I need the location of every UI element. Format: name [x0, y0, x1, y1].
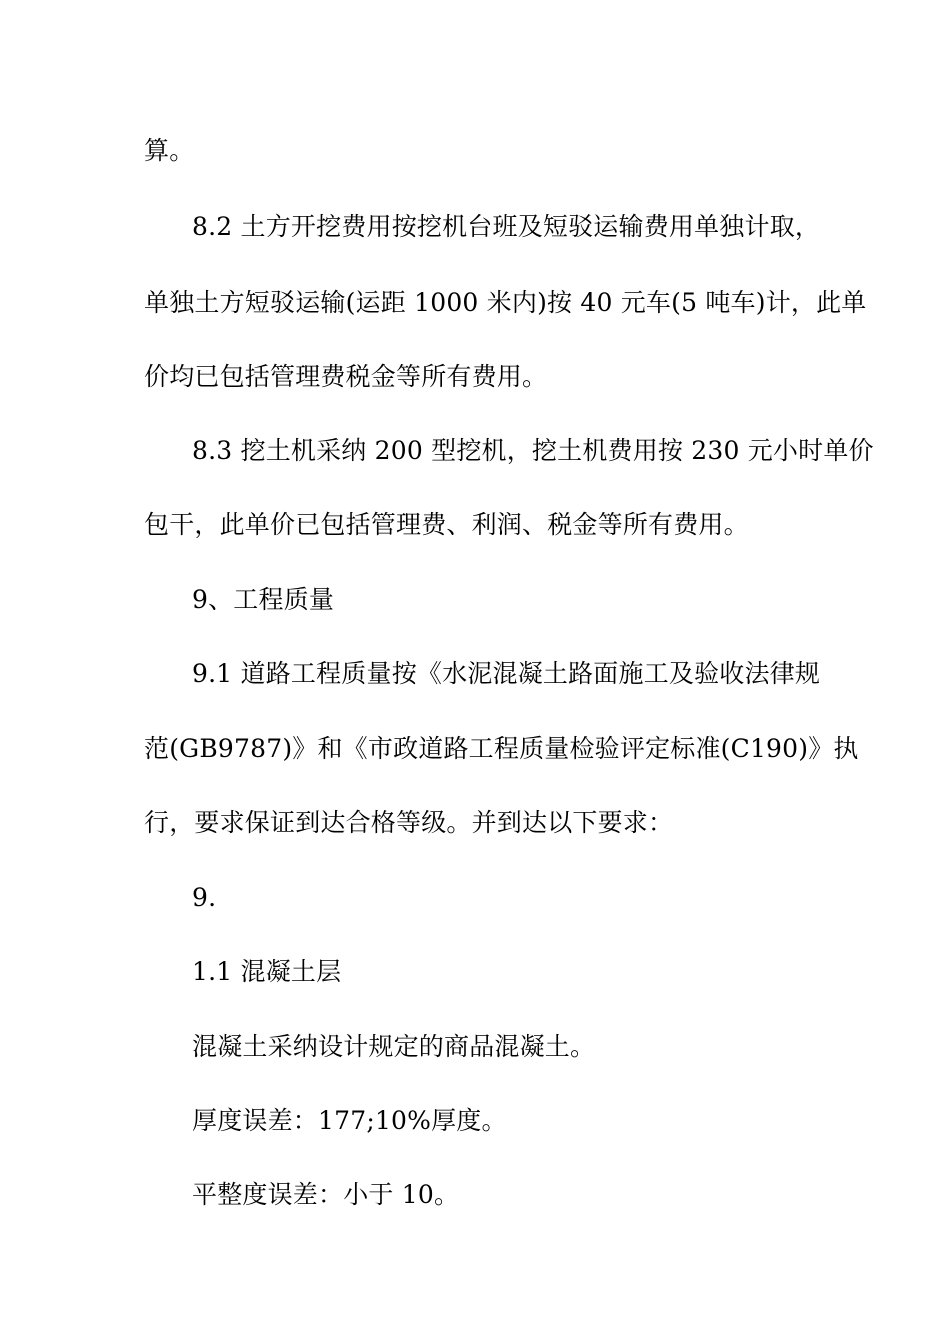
- text-line: 单独土方短驳运输(运距 1000 米内)按 40 元车(5 吨车)计，此单: [144, 288, 867, 317]
- text-line: 价均已包括管理费税金等所有费用。: [144, 362, 548, 391]
- subsection-heading: 1.1 混凝土层: [192, 957, 342, 986]
- paragraph-9-1: 9.1 道路工程质量按《水泥混凝土路面施工及验收法律规: [192, 659, 821, 688]
- text-line: 平整度误差：小于 10。: [192, 1180, 460, 1209]
- text-line: 范(GB9787)》和《市政道路工程质量检验评定标准(C190)》执: [144, 734, 859, 763]
- text-line-number: 9.: [192, 883, 217, 912]
- paragraph-8-3: 8.3 挖土机采纳 200 型挖机，挖土机费用按 230 元小时单价: [192, 436, 874, 465]
- section-heading-9: 9、工程质量: [192, 585, 335, 614]
- text-line: 包干，此单价已包括管理费、利润、税金等所有费用。: [144, 510, 749, 539]
- text-line: 行，要求保证到达合格等级。并到达以下要求：: [144, 808, 674, 837]
- paragraph-8-2: 8.2 土方开挖费用按挖机台班及短驳运输费用单独计取，: [192, 212, 821, 241]
- text-line: 厚度误差：177;10%厚度。: [192, 1106, 507, 1135]
- text-line: 混凝土采纳设计规定的商品混凝土。: [192, 1032, 596, 1061]
- text-line-continuation: 算。: [144, 136, 195, 165]
